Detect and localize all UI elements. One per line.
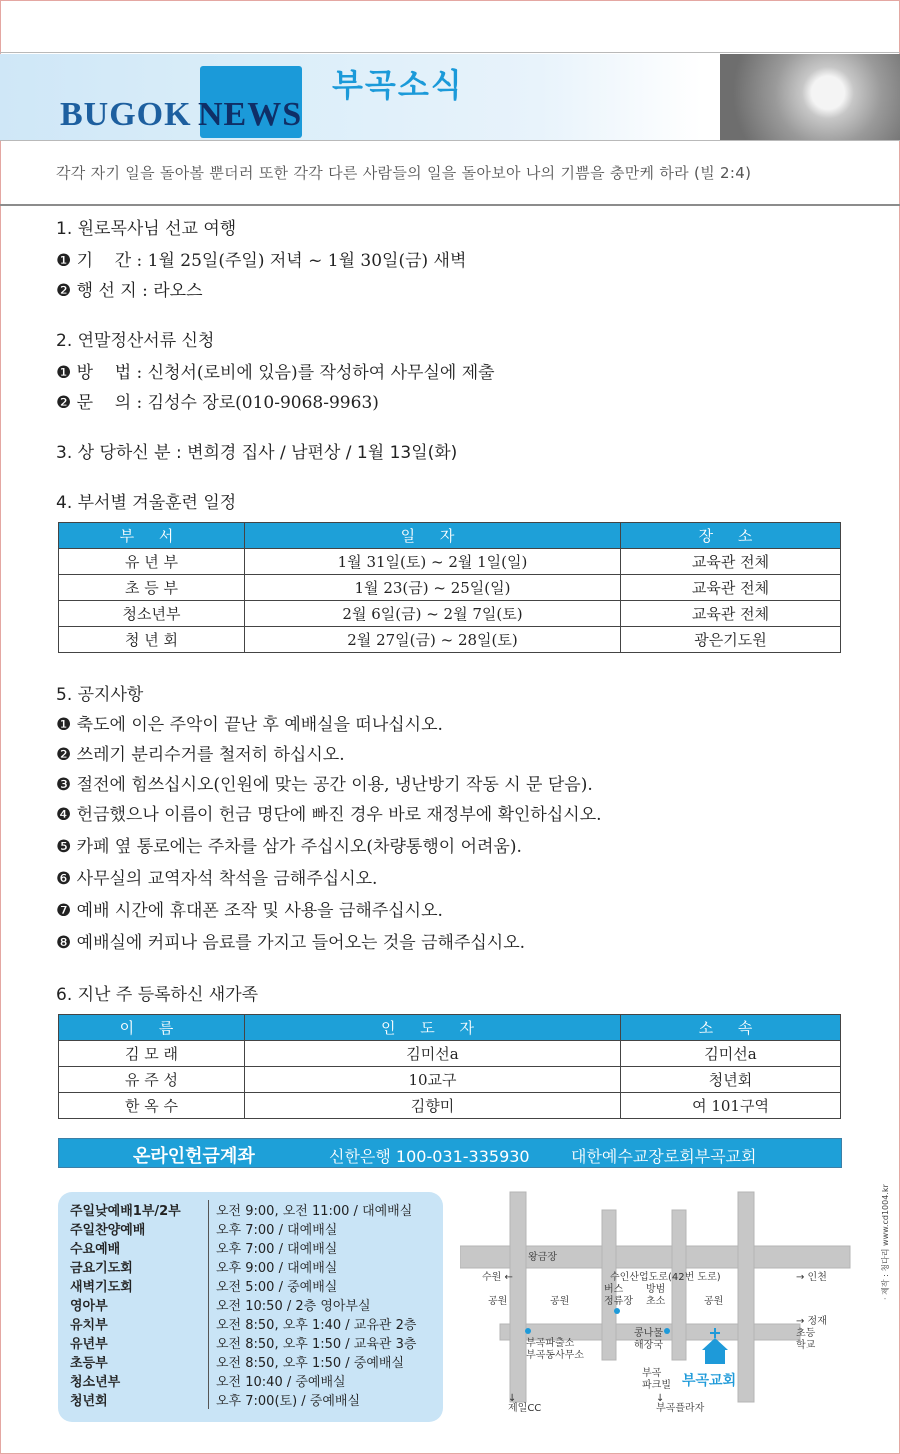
section-2-line-2: [56, 388, 379, 413]
service-time: 오전 10:40 / 중예배실: [209, 1371, 417, 1390]
road-mid-east: [672, 1210, 686, 1360]
training-table: [58, 522, 841, 653]
notice-item: [56, 710, 443, 735]
schedule-table: [70, 1200, 416, 1409]
dept-cell: 유 년 부: [59, 549, 245, 575]
divider: [0, 204, 900, 206]
cross-h: [710, 1332, 720, 1334]
map-label-restaurant: 콩나물 해장국: [634, 1328, 663, 1351]
schedule-row: [70, 1219, 416, 1238]
logo-bugok: BUGOK: [60, 96, 192, 133]
date-cell: 1월 23(금) ~ 25일(일): [245, 575, 621, 601]
service-time: 오후 7:00 / 대예배실: [209, 1238, 417, 1257]
notice-item: [56, 864, 377, 889]
top-rule: [0, 52, 900, 53]
notice-item: [56, 800, 602, 825]
place-cell: 교육관 전체: [621, 601, 841, 627]
service-name: 새벽기도회: [70, 1280, 133, 1295]
map-label-bus-stop: 버스 정류장: [604, 1284, 633, 1307]
date-cell: 2월 27일(금) ~ 28일(토): [245, 627, 621, 653]
service-time: 오전 8:50, 오후 1:40 / 교유관 2층: [209, 1314, 417, 1333]
map-marker: [614, 1308, 620, 1314]
map-label-police: 부곡파출소 부곡동사무소: [526, 1338, 584, 1361]
service-time: 오후 7:00(토) / 중예배실: [209, 1390, 417, 1409]
section-3-title: 3. 상 당하신 분 : 변희경 집사 / 남편상 / 1월 13일(화): [56, 443, 458, 463]
service-time: 오전 8:50, 오후 1:50 / 중예배실: [209, 1352, 417, 1371]
name-cell: 김 모 래: [59, 1041, 245, 1067]
table-row: [59, 1067, 841, 1093]
map-label-patrol-box: 방범 초소: [646, 1284, 666, 1307]
notice-text: 예배 시간에 휴대폰 조작 및 사용을 금해주십시오.: [76, 901, 443, 921]
line-text: 문 의 : 김성수 장로(010-9068-9963): [76, 393, 379, 413]
bullet-2: ❷: [56, 281, 72, 301]
page-title: 부곡소식: [332, 66, 464, 104]
group-cell: 청년회: [621, 1067, 841, 1093]
table-row: [59, 575, 841, 601]
section-4-title: 4. 부서별 겨울훈련 일정: [56, 493, 237, 513]
service-name: 청소년부: [70, 1375, 121, 1390]
bullet-1: ❶: [56, 251, 72, 271]
notice-text: 축도에 이은 주악이 끝난 후 예배실을 떠나십시오.: [76, 715, 443, 735]
account-owner: 대한예수교장로회부곡교회: [571, 1147, 757, 1166]
map-marker: [664, 1328, 670, 1334]
table-row: [59, 1093, 841, 1119]
bullet: ❸: [56, 775, 72, 795]
schedule-row: [70, 1238, 416, 1257]
notice-item: [56, 896, 443, 921]
service-name: 금요기도회: [70, 1261, 133, 1276]
map-label-school: → 정재 초등 학교: [796, 1316, 827, 1351]
bullet: ❽: [56, 933, 72, 953]
schedule-row: [70, 1314, 416, 1333]
service-name: 주일낮예배1부/2부: [70, 1204, 181, 1219]
bullet: ❺: [56, 837, 72, 857]
place-cell: 교육관 전체: [621, 575, 841, 601]
new-family-table: [58, 1014, 841, 1119]
group-cell: 여 101구역: [621, 1093, 841, 1119]
bullet: ❼: [56, 901, 72, 921]
service-name: 주일찬양예배: [70, 1223, 146, 1238]
table-header-row: [59, 523, 841, 549]
table-row: [59, 627, 841, 653]
map-label-incheon: → 인천: [796, 1272, 827, 1283]
schedule-row: [70, 1390, 416, 1409]
guide-cell: 김미선a: [245, 1041, 621, 1067]
bullet-2: ❷: [56, 393, 72, 413]
name-cell: 유 주 성: [59, 1067, 245, 1093]
schedule-row: [70, 1257, 416, 1276]
notice-text: 사무실의 교역자석 착석을 금해주십시오.: [76, 869, 378, 889]
service-time: 오전 8:50, 오후 1:50 / 교육관 3층: [209, 1333, 417, 1352]
header-rule: [0, 140, 900, 141]
dept-cell: 청소년부: [59, 601, 245, 627]
line-text: 행 선 지 : 라오스: [76, 281, 203, 301]
section-5-title: 5. 공지사항: [56, 685, 144, 705]
schedule-row: [70, 1352, 416, 1371]
map-marker: [525, 1328, 531, 1334]
section-2-title: 2. 연말정산서류 신청: [56, 331, 215, 351]
notice-text: 헌금했으나 이름이 헌금 명단에 빠진 경우 바로 재정부에 확인하십시오.: [76, 805, 602, 825]
map-label-church: 부곡교회: [682, 1373, 737, 1389]
date-cell: 1월 31일(토) ~ 2월 1일(일): [245, 549, 621, 575]
location-map: [460, 1190, 870, 1422]
service-name: 초등부: [70, 1356, 108, 1371]
col-header: 이 름: [59, 1015, 245, 1041]
map-label-parkville: 부곡 파크빌: [642, 1368, 671, 1391]
schedule-row: [70, 1295, 416, 1314]
notice-text: 쓰레기 분리수거를 철저히 하십시오.: [76, 745, 345, 765]
online-offering-bar: [58, 1138, 842, 1168]
map-label-suwon: 수원 ←: [482, 1272, 513, 1283]
service-time: 오후 7:00 / 대예배실: [209, 1219, 417, 1238]
bullet: ❷: [56, 745, 72, 765]
name-cell: 한 옥 수: [59, 1093, 245, 1119]
notice-item: [56, 770, 593, 795]
col-header: 인 도 자: [245, 1015, 621, 1041]
section-1-title: 1. 원로목사님 선교 여행: [56, 219, 237, 239]
service-time: 오전 10:50 / 2층 영아부실: [209, 1295, 417, 1314]
group-cell: 김미선a: [621, 1041, 841, 1067]
map-label-road: 수인산업도로(42번 도로): [610, 1272, 721, 1283]
offering-label: 온라인헌금계좌: [133, 1146, 255, 1167]
section-1-line-1: [56, 246, 466, 271]
section-2-line-1: [56, 358, 495, 383]
col-header: 부 서: [59, 523, 245, 549]
schedule-row: [70, 1371, 416, 1390]
dept-cell: 청 년 회: [59, 627, 245, 653]
guide-cell: 김향미: [245, 1093, 621, 1119]
section-1-line-2: [56, 276, 203, 301]
section-6-title: 6. 지난 주 등록하신 새가족: [56, 985, 259, 1005]
bible-verse: 각각 자기 일을 돌아볼 뿐더러 또한 각각 다른 사람들의 일을 돌아보아 나의 기쁨을 충만케 하라 (빌 2:4): [56, 164, 752, 182]
road-east: [738, 1192, 754, 1402]
schedule-row: [70, 1200, 416, 1219]
service-time: 오전 9:00, 오전 11:00 / 대예배실: [209, 1200, 417, 1219]
map-label-park: 공원: [704, 1296, 724, 1307]
notice-item: [56, 928, 525, 953]
dept-cell: 초 등 부: [59, 575, 245, 601]
place-cell: 교육관 전체: [621, 549, 841, 575]
notice-text: 예배실에 커피나 음료를 가지고 들어오는 것을 금해주십시오.: [76, 933, 526, 953]
logo-news: NEWS: [198, 96, 303, 133]
table-row: [59, 1041, 841, 1067]
place-cell: 광은기도원: [621, 627, 841, 653]
col-header: 소 속: [621, 1015, 841, 1041]
notice-text: 카페 옆 통로에는 주차를 삼가 주십시오(차량통행이 어려움).: [76, 837, 522, 857]
church-body: [705, 1348, 725, 1364]
date-cell: 2월 6일(금) ~ 2월 7일(토): [245, 601, 621, 627]
map-label-park: 공원: [550, 1296, 570, 1307]
map-label-wanggeum: 왕금장: [528, 1252, 557, 1263]
guide-cell: 10교구: [245, 1067, 621, 1093]
service-time: 오전 5:00 / 중예배실: [209, 1276, 417, 1295]
notice-text: 절전에 힘쓰십시오(인원에 맞는 공간 이용, 냉난방기 작동 시 문 닫음).: [76, 775, 593, 795]
map-label-jeil-cc: ↓ 제일CC: [508, 1393, 542, 1414]
bank-account: 신한은행 100-031-335930: [329, 1147, 530, 1166]
map-label-plaza: ↓ 부곡플라자: [656, 1393, 705, 1414]
table-header-row: [59, 1015, 841, 1041]
service-name: 유치부: [70, 1318, 108, 1333]
design-credit: · 제작 : 청다리 www.cd1004.kr: [881, 1184, 890, 1300]
service-name: 청년회: [70, 1394, 108, 1409]
col-header: 일 자: [245, 523, 621, 549]
bullet-1: ❶: [56, 363, 72, 383]
notice-item: [56, 740, 345, 765]
schedule-row: [70, 1333, 416, 1352]
bullet: ❶: [56, 715, 72, 735]
road-west: [510, 1192, 526, 1402]
notice-item: [56, 832, 522, 857]
table-row: [59, 549, 841, 575]
service-time: 오후 9:00 / 대예배실: [209, 1257, 417, 1276]
bullet: ❹: [56, 805, 72, 825]
service-name: 수요예배: [70, 1242, 121, 1257]
schedule-row: [70, 1276, 416, 1295]
line-text: 기 간 : 1월 25일(주일) 저녁 ~ 1월 30일(금) 새벽: [76, 251, 467, 271]
bullet: ❻: [56, 869, 72, 889]
map-label-park: 공원: [488, 1296, 508, 1307]
col-header: 장 소: [621, 523, 841, 549]
service-name: 유년부: [70, 1337, 108, 1352]
table-row: [59, 601, 841, 627]
worship-schedule: [58, 1192, 443, 1422]
line-text: 방 법 : 신청서(로비에 있음)를 작성하여 사무실에 제출: [76, 363, 495, 383]
header-photo: [720, 54, 900, 140]
service-name: 영아부: [70, 1299, 108, 1314]
